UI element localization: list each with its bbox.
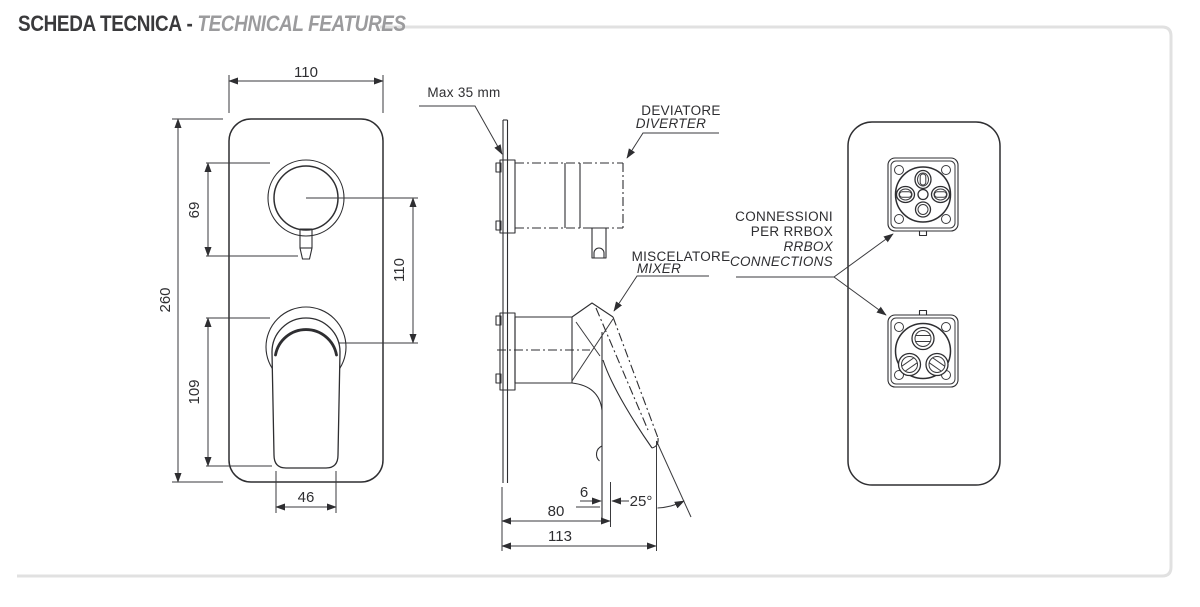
dim-body-depth-value: 80 [547,503,565,520]
diverter-ports [897,171,950,218]
dim-plate-width-value: 110 [294,64,318,81]
sheet-header [18,12,406,37]
dim-centers-distance [306,198,418,343]
diverter-label-en: DIVERTER [635,116,707,131]
corner-hole [942,215,951,224]
corner-hole [942,166,951,175]
mixer-escutcheon-side [496,313,515,390]
box-tab [920,231,927,236]
dim-knob-height-value: 69 [186,201,203,219]
dim-lever-width-value: 46 [297,489,315,506]
dim-plate-width [229,64,383,113]
mixer-ports [899,328,949,376]
dim-centers-distance-value: 110 [391,258,408,282]
corner-hole [895,323,904,332]
page-title: SCHEDA TECNICA - TECHNICAL FEATURES [18,11,406,37]
knob-stem [300,229,312,259]
dim-plate-height-value: 260 [157,287,174,313]
diverter-body-side [515,163,623,258]
mixer-label-en: MIXER [636,261,682,276]
side-view [419,85,730,551]
mixer-label-it: MISCELATORE [631,249,731,264]
wall-plate-side [503,120,508,483]
mixer-lever-front-edge [603,360,652,448]
connections-label-line3: RRBOX [783,239,833,254]
mixer-body-side [497,303,658,521]
mixer-lever-hidden-edge [613,317,658,438]
connections-label-line1: CONNESSIONI [735,209,833,224]
corner-hole [895,166,904,175]
corner-hole [895,215,904,224]
front-view [157,64,418,513]
mixer-cartridge-top [572,303,613,317]
dim-lever-width [276,471,336,513]
mixer-lever-front [266,307,346,468]
max-depth-label: Max 35 mm [427,85,501,100]
connections-label-line4: CONNECTIONS [729,254,833,269]
diverter-knob-front [268,160,344,259]
dim-total-depth-value: 113 [548,528,572,545]
diverter-label-it: DEVIATORE [641,103,721,118]
corner-hole [942,323,951,332]
diverter-callout [627,103,721,158]
sheet-frame-line [17,27,1171,576]
dim-plate-height [157,119,223,482]
dim-handle-angle [630,441,691,517]
page-subtitle: TECHNICAL FEATURES [197,11,406,37]
dim-handle-offset-value: 6 [579,484,589,501]
connections-label-line2: PER RRBOX [750,224,833,239]
dim-handle-angle-value: 25° [629,493,653,510]
mixer-spout-curve [572,383,602,410]
connections-callout [730,209,893,315]
mixer-callout [614,249,730,311]
max-depth-callout [419,85,502,154]
diverter-connection-box [888,158,958,236]
back-view [730,122,1000,485]
mixer-connection-box [888,311,958,388]
box-tab [920,311,927,316]
diverter-escutcheon-side [496,160,515,233]
dim-lever-height-value: 109 [186,379,203,405]
